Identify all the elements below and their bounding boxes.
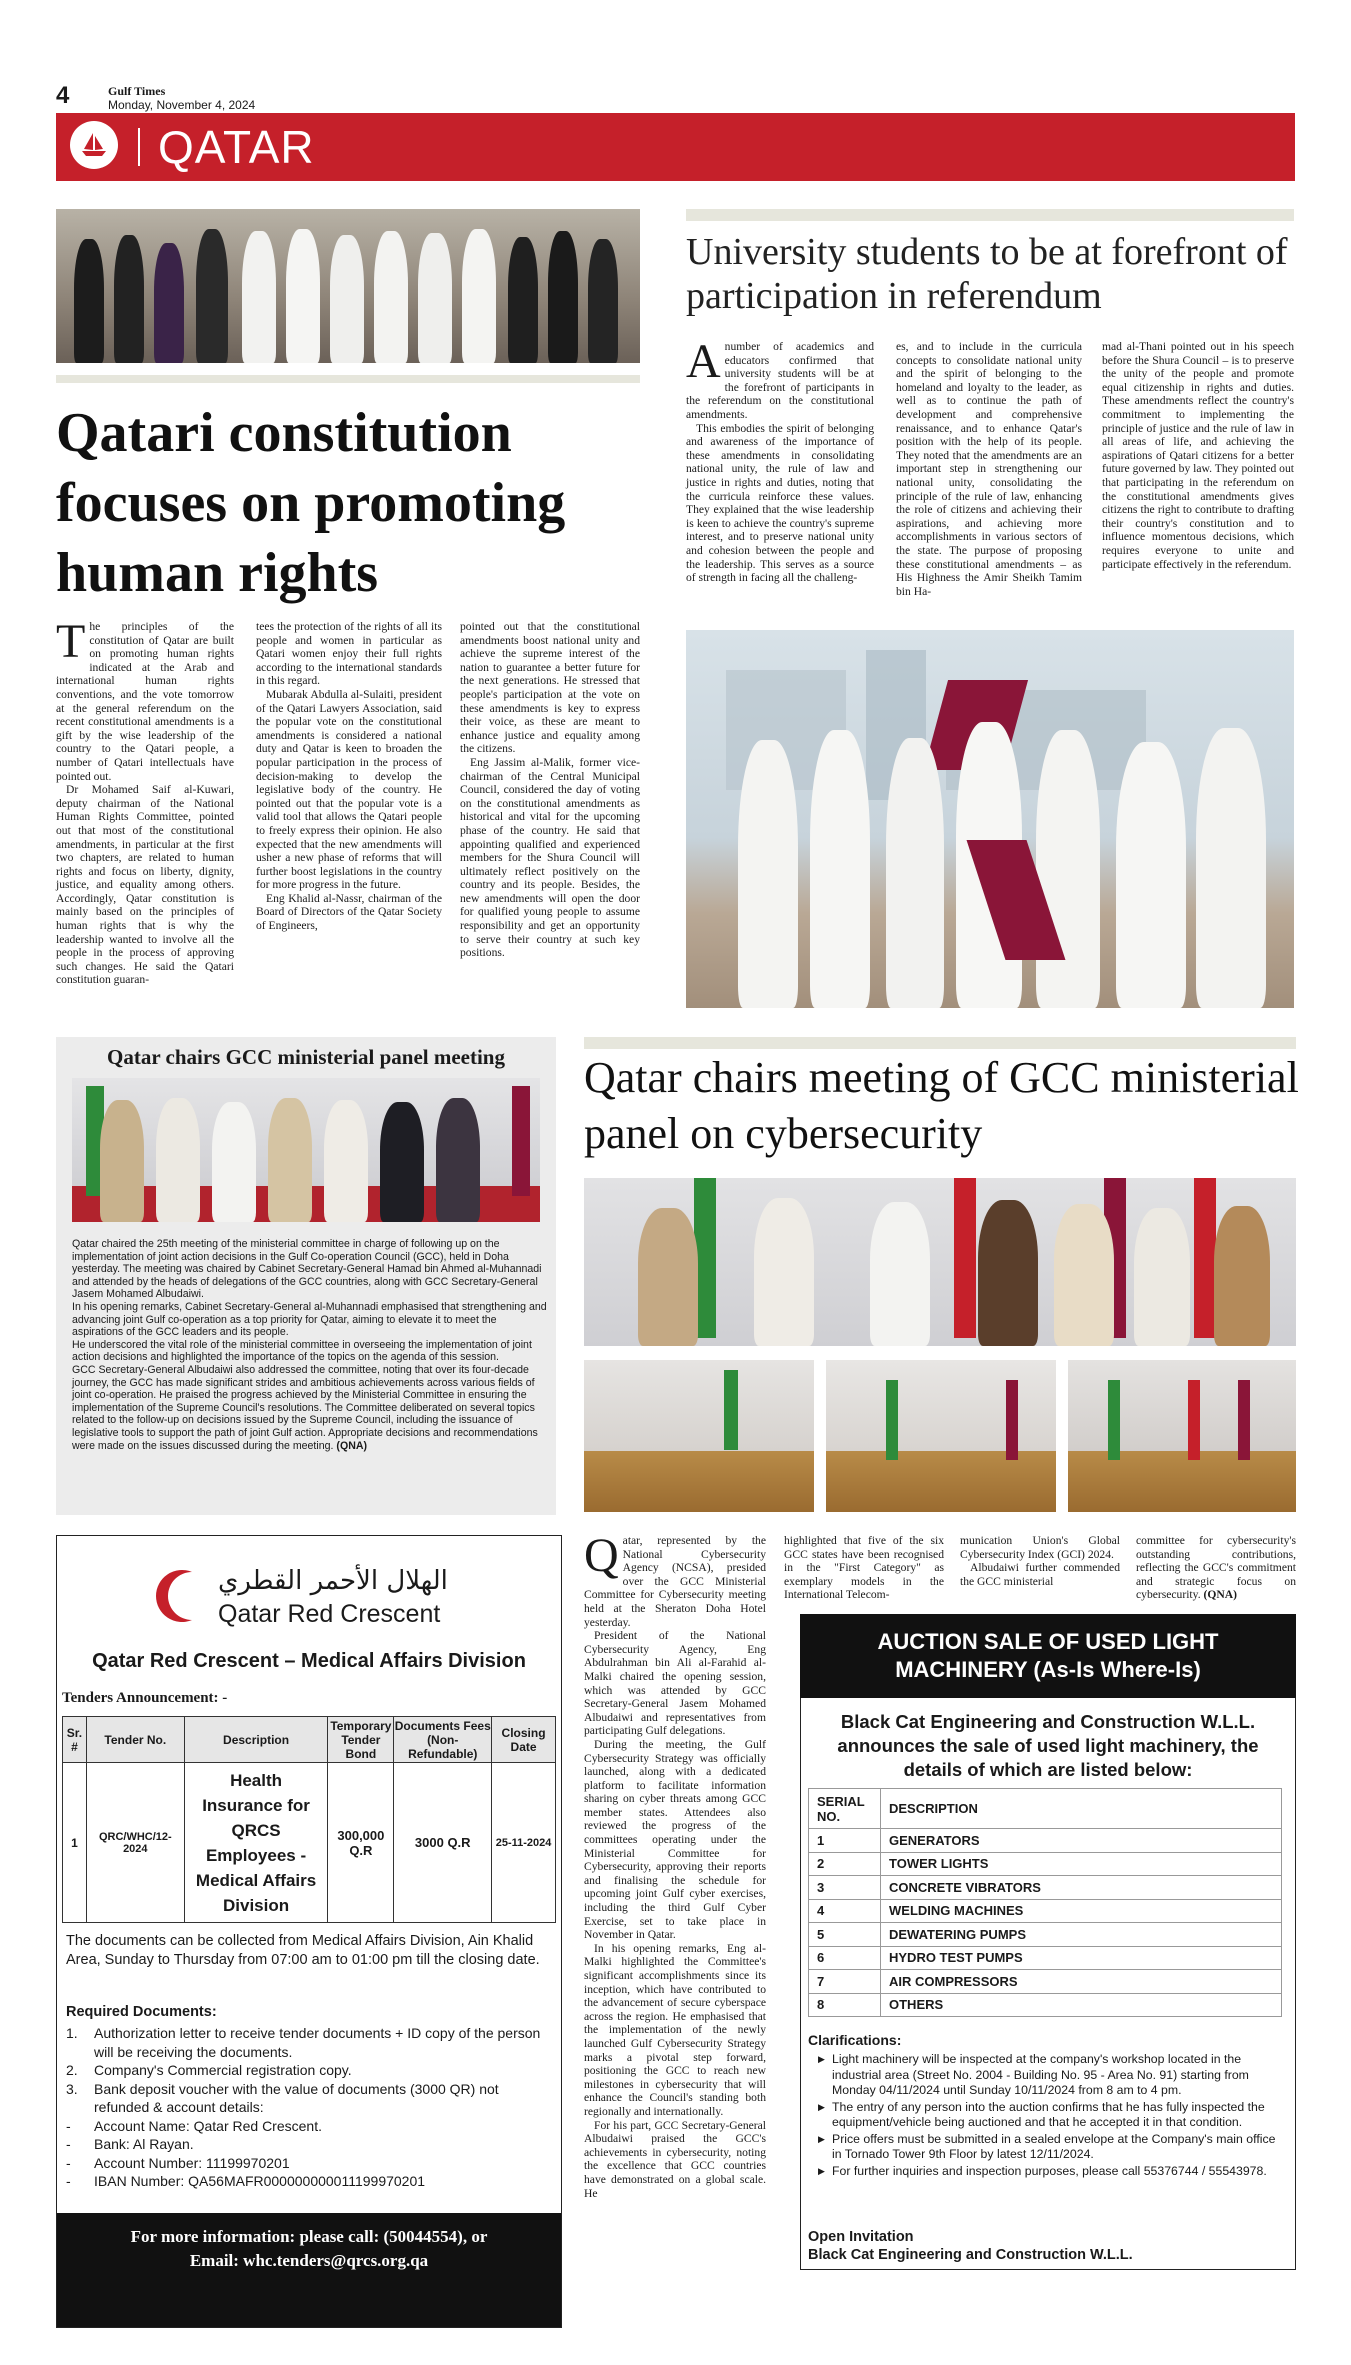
paper-date: Monday, November 4, 2024 [108, 98, 256, 112]
cell: QRC/WHC/12-2024 [86, 1763, 184, 1923]
tender-table [62, 1716, 556, 1923]
photo-women-men-group [56, 209, 640, 363]
paragraph: he principles of the constitution of Qatar are built on promoting human rights indicated at the Arab and international human rights conventions, and the vote tomorrow at the general referendum on the recent constitutional amendments is a gift by the wise leadership of the country to the Qatari people, a number of Qatari intellectuals have pointed out. [56, 620, 234, 783]
paragraph: committee for cybersecurity's outstanding contributions, reflecting the GCC's commitment and strategic focus on cybersecurity. [1136, 1534, 1296, 1602]
qrc-title: Qatar Red Crescent – Medical Affairs Division [92, 1650, 526, 1672]
list-item: - Account Number: 11199970201 [66, 2154, 290, 2171]
dropcap: Q [584, 1529, 619, 1582]
paragraph: In his opening remarks, Eng al-Malki highlighted the Committee's significant accomplishments since its inception, which have contributed to the advancement of secure cyberspace across the region. He emphasised that the implementation of the newly launched Gulf Cybersecurity Strategy marks a pivotal step forward, positioning the GCC to reach new milestones in cybersecurity that will enhance the Council's standing both regionally and internationally. [584, 1941, 766, 2118]
open-invitation [808, 2228, 1133, 2264]
clarifications-title: Clarifications: [808, 2032, 902, 2048]
auction-intro: Black Cat Engineering and Construction W.L.L. announces the sale of used light machinery, the details of which are listed below: [837, 1711, 1259, 1780]
dhow-logo-icon [70, 121, 118, 169]
table-row: 1 GENERATORS [809, 1829, 1282, 1853]
story3-column-2 [784, 1534, 944, 1602]
photo-meeting-3 [1068, 1360, 1296, 1512]
list-item: ▶ Light machinery will be inspected at the company's workshop located in the industrial area (Street No. 2004 - Building No. 95 - Area No. 91) starting from Monday 04/11/2024 until Sunday 10/11/2024 from 8 am to 4 pm. [812, 2052, 1288, 2099]
cell: 3000 Q.R [394, 1763, 492, 1923]
story2-column-1 [686, 335, 874, 585]
table-row: 3 CONCRETE VIBRATORS [809, 1876, 1282, 1900]
list-item: ▶ The entry of any person into the auction confirms that he has fully inspected the equipment/vehicle being auctioned and that he accepted it in that condition. [812, 2100, 1288, 2131]
table-row [63, 1763, 556, 1923]
dropcap: T [56, 615, 86, 668]
table-row: 6 HYDRO TEST PUMPS [809, 1946, 1282, 1970]
rule-story3 [584, 1037, 1296, 1049]
tenders-label: Tenders Announcement: - [62, 1690, 228, 1706]
list-item: - Account Name: Qatar Red Crescent. [66, 2117, 322, 2134]
headline-university: University students to be at forefront of participation in referendum [686, 231, 1288, 317]
contact-phone: For more information: please call: (50044554), or [130, 2227, 488, 2246]
paragraph: pointed out that the constitutional amendments boost national unity and achieve the supreme interest of the nation to guarantee a better future for the next generations. He stressed that people's participation at the vote on these amendments is key to express their voice, as these are meant to enhance justice and equality among the citizens. [460, 620, 640, 756]
paragraph: Dr Mohamed Saif al-Kuwari, deputy chairman of the National Human Rights Committee, pointed out that most of the constitutional amendments, in particular at the first two chapters, are related to human rights and focus on liberty, dignity, justice, and equality among others. Accordingly, Qatar constitution is mainly based on the principles of human rights that is why the leadership wanted to involve all the people in the process of approving such changes. He said the Qatari constitution guaran- [56, 783, 234, 987]
paragraph: Eng Jassim al-Malik, former vice-chairman of the Central Municipal Council, considered the day of voting on the constitutional amendments as historical and vital for the upcoming phase of the country. He said that appointing qualified and experienced members for the Shura Council will ultimately reflect positively on the country and its people. Besides, the new amendments will open the door for qualified young people to assume responsibility and get an opportunity to serve their country at such key positions. [460, 755, 640, 960]
required-docs-title: Required Documents: [66, 2004, 217, 2020]
dropcap: A [686, 335, 721, 388]
cell: 1 [63, 1763, 87, 1923]
story2-column-3 [1102, 340, 1294, 571]
list-item: 3. Bank deposit voucher with the value of documents (3000 QR) not refunded & account details: [66, 2080, 499, 2115]
paragraph: highlighted that five of the six GCC states have been recognised in the "First Category" as exemplary models in the International Telecom- [784, 1534, 944, 1602]
cell: 300,000 Q.R [328, 1763, 394, 1923]
gcc-panel-body [72, 1238, 548, 1452]
qrc-contact-footer [57, 2213, 561, 2327]
paragraph: es, and to include in the curricula concepts to consolidate national unity and the spirit of belonging to the homeland and loyalty to the leader, as well as to continue the path of development and comprehensive renaissance, and to enhance Qatar's position with the help of its people. They noted that the amendments are an important step in strengthening our national unity, consolidating the principle of the rule of law, enhancing the role of citizens and achieving their aspirations, and achieving more accomplishments in various sectors of the state. The purpose of proposing these constitutional amendments – as His Highness the Amir Sheikh Tamim bin Ha- [896, 340, 1082, 598]
col-description: DESCRIPTION [881, 1789, 1282, 1829]
table-row: 4 WELDING MACHINES [809, 1899, 1282, 1923]
story3-column-1 [584, 1529, 766, 2200]
table-row: 2 TOWER LIGHTS [809, 1852, 1282, 1876]
paragraph: This embodies the spirit of belonging and awareness of the importance of these amendments in consolidating national unity, the rule of law and justice in rights and duties, noting that the curricula reinforce these values. They explained that the wise leadership is keen to achieve the country's supreme interest, and to preserve national unity and cohesion between the people and the leadership. This serves as a source of strength in facing all the challeng- [686, 421, 874, 585]
table-row: 5 DEWATERING PUMPS [809, 1923, 1282, 1947]
section-title: QATAR [158, 121, 315, 173]
story1-column-1 [56, 615, 234, 987]
photo-meeting-2 [826, 1360, 1056, 1512]
paragraph: Albudaiwi further commended the GCC ministerial [960, 1561, 1120, 1588]
crescent-logo-icon [152, 1566, 212, 1626]
headline-cybersecurity: Qatar chairs meeting of GCC ministerial panel on cybersecurity [584, 1053, 1299, 1158]
photo-gcc-delegates [72, 1078, 540, 1222]
story1-column-2 [256, 620, 442, 933]
paragraph: number of academics and educators confirmed that university students will be at the forefront of participants in the referendum on the constitutional amendments. [686, 340, 874, 421]
page-number: 4 [56, 82, 70, 109]
open-invitation-label: Open Invitation [808, 2229, 914, 2245]
story2-column-2 [896, 340, 1082, 598]
credit: (QNA) [1203, 1588, 1237, 1602]
paragraph: President of the National Cybersecurity Agency, Eng Abdulrahman bin Ali al-Farahid al-Malki chaired the opening session, which was attended by GCC Secretary-General Jasem Mohamed Albudaiwi and representatives from participating Gulf delegations. [584, 1629, 766, 1738]
story1-column-3 [460, 620, 640, 960]
list-item: - Bank: Al Rayan. [66, 2136, 194, 2152]
paragraph: Eng Khalid al-Nassr, chairman of the Board of Directors of the Qatar Society of Engineers, [256, 891, 442, 933]
col-description: Description [184, 1717, 328, 1763]
paragraph: GCC Secretary-General Albudaiwi also addressed the committee, noting that over its four-decade journey, the GCC has made significant strides and ambitious achievements across various fields of joint co-operation. He praised the progress achieved by the Ministerial Committee in ensuring the implementation of the Supreme Council's resolutions. The Committee deliberated on several topics related to the follow-up on decisions issued by the Supreme Council, including the issuance of legislative tools to support the path of joint Gulf action. Appropriate decisions and recommendations were made on the issues discussed during the meeting. [72, 1363, 538, 1452]
auction-title-line1: AUCTION SALE OF USED LIGHT [877, 1629, 1219, 1654]
paragraph: tees the protection of the rights of all its people and women in particular as Qatari women enjoy their full rights according to the international standards in this regard. [256, 620, 442, 688]
headline-constitution: Qatari constitution focuses on promoting human rights [56, 402, 566, 604]
col-tender-no: Tender No. [86, 1717, 184, 1763]
list-item: ▶ For further inquiries and inspection purposes, please call 55376744 / 55543978. [812, 2164, 1288, 2180]
paragraph: mad al-Thani pointed out in his speech before the Shura Council – is to preserve the unity of the people and promote equal citizenship in rights and duties. These amendments reflect the country's commitment to implementing the principle of justice and the rule of law in all areas of life, and achieving the aspirations of Qatari citizens for a better future governed by law. They pointed out that participating in the referendum on the constitutional amendments gives citizens the right to contribute to drafting their country's constitution and to influence momentous decisions, which requires everyone to unite and participate effectively in the referendum. [1102, 340, 1294, 571]
section-divider [138, 128, 140, 166]
paragraph: Qatar chaired the 25th meeting of the ministerial committee in charge of following up on the implementation of joint action decisions in the Gulf Co-operation Council (GCC), held in Doha yesterday. The meeting was chaired by Cabinet Secretary-General Hamad bin Ahmed al-Muhannadi and attended by the heads of delegations of the GCC countries, along with GCC Secretary-General Jasem Mohamed Albudaiwi. [72, 1238, 542, 1301]
photo-meeting-1 [584, 1360, 814, 1512]
paragraph: For his part, GCC Secretary-General Albudaiwi praised the GCC's achievements in cybersecurity, noting the excellence that GCC countries have demonstrated on a global scale. He [584, 2118, 766, 2200]
col-fees: Documents Fees (Non-Refundable) [394, 1718, 491, 1761]
required-docs-list [66, 2024, 546, 2191]
paragraph: During the meeting, the Gulf Cybersecurity Strategy was officially launched, along with a dedicated platform to facilitate information sharing on cyber threats among GCC member states. Attendees also reviewed the progress of the committees operating under the Ministerial Committee for Cybersecurity, approving their reports and finalising the schedule for upcoming joint Gulf cyber exercises, including the third Gulf Cyber Exercise, set to take place in November in Qatar. [584, 1737, 766, 1942]
gcc-panel-title: Qatar chairs GCC ministerial panel meeting [107, 1045, 505, 1069]
paragraph: munication Union's Global Cybersecurity Index (GCI) 2024. [960, 1534, 1120, 1561]
list-item: 2. Company's Commercial registration copy. [66, 2062, 352, 2078]
bullet-arrow-icon: ▶ [818, 2054, 825, 2064]
rule-story1 [56, 375, 640, 383]
cell: Health Insurance for QRCS Employees - Medical Affairs Division [184, 1763, 328, 1923]
rule-story2 [686, 209, 1294, 221]
auction-title-line2: MACHINERY (As-Is Where-Is) [895, 1657, 1201, 1682]
photo-cyber-delegates [584, 1178, 1296, 1346]
paragraph: He underscored the vital role of the ministerial committee in overseeing the implementation of joint action decisions and highlighted the importance of the topics on the agenda of this session. [72, 1338, 532, 1364]
story3-column-3 [960, 1534, 1120, 1588]
bullet-arrow-icon: ▶ [818, 2165, 825, 2176]
qrc-logo-arabic: الهلال الأحمر القطري [218, 1566, 448, 1596]
col-serial: Sr. # [63, 1717, 87, 1763]
table-row: 8 OTHERS [809, 1993, 1282, 2017]
bullet-arrow-icon: ▶ [818, 2133, 825, 2144]
qrc-collection-info: The documents can be collected from Medical Affairs Division, Ain Khalid Area, Sunday to Thursday from 07:00 am to 01:00 pm till the closing date. [66, 1933, 540, 1968]
bullet-arrow-icon: ▶ [818, 2101, 825, 2112]
auction-header [800, 1614, 1296, 1698]
cell: 25-11-2024 [492, 1763, 556, 1923]
paper-name: Gulf Times [108, 84, 166, 98]
paragraph: Mubarak Abdulla al-Sulaiti, president of the Qatari Lawyers Association, said the popular vote on the constitutional amendments is considered a national duty and Qatar is keen to broaden the popular participation in the process of decision-making to develop the legislative body of the country. He pointed out that the popular vote is a valid tool that allows the Qatari people to freely express their opinion. He also expected that the new amendments will usher a new phase of reforms that will further boost legislations in the country for more progress in the future. [256, 687, 442, 892]
list-item: - IBAN Number: QA56MAFR000000000011199970201 [66, 2173, 426, 2189]
col-closing: Closing Date [492, 1717, 556, 1763]
qrc-logo-english: Qatar Red Crescent [218, 1600, 441, 1628]
paragraph: In his opening remarks, Cabinet Secretary-General al-Muhannadi emphasised that strengthening and advancing joint Gulf co-operation as a top priority for Qatar, aiming to elevate it to meet the aspirations of the GCC leaders and its people. [72, 1300, 547, 1339]
list-item: 1. Authorization letter to receive tender documents + ID copy of the person will be receiving the documents. [66, 2025, 541, 2060]
story3-column-4 [1136, 1534, 1296, 1602]
list-item: ▶ Price offers must be submitted in a sealed envelope at the Company's main office in Tornado Tower 9th Floor by latest 12/11/2024. [812, 2132, 1288, 2163]
contact-email: Email: whc.tenders@qrcs.org.qa [189, 2251, 429, 2270]
photo-men-with-flags [686, 630, 1294, 1008]
col-bond: Temporary Tender Bond [328, 1717, 394, 1763]
company-name: Black Cat Engineering and Construction W.L.L. [808, 2247, 1133, 2263]
machinery-table [808, 1788, 1282, 2017]
table-row: 7 AIR COMPRESSORS [809, 1970, 1282, 1994]
col-serial: SERIAL NO. [809, 1789, 881, 1829]
clarifications-list [812, 2052, 1288, 2180]
credit: (QNA) [336, 1439, 368, 1452]
paragraph: atar, represented by the National Cybersecurity Agency (NCSA), presided over the GCC Ministerial Committee for Cybersecurity meeting held at the Sheraton Doha Hotel yesterday. [584, 1534, 766, 1629]
